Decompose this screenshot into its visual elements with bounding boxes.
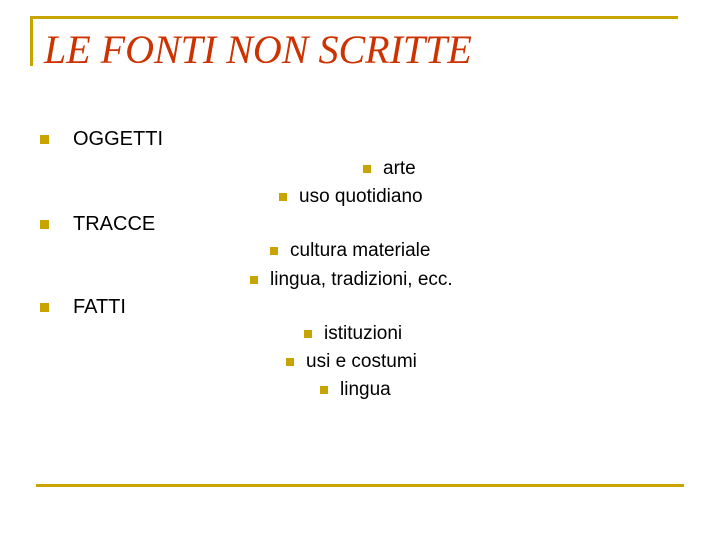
sub-bullet-lingua-label: lingua bbox=[340, 379, 391, 400]
sub-bullet-cultura-materiale bbox=[270, 240, 430, 262]
bullet-fatti-label: FATTI bbox=[73, 296, 126, 318]
bullet-fatti bbox=[40, 295, 126, 319]
sub-bullet-lingua-tradizioni-label: lingua, tradizioni, ecc. bbox=[270, 269, 453, 290]
bottom-rule bbox=[36, 484, 684, 487]
square-bullet-icon bbox=[320, 386, 328, 394]
sub-bullet-uso-quotidiano-label: uso quotidiano bbox=[299, 186, 423, 207]
bullet-tracce bbox=[40, 212, 155, 236]
square-bullet-icon bbox=[40, 220, 49, 229]
left-rule bbox=[30, 16, 33, 66]
square-bullet-icon bbox=[279, 193, 287, 201]
bullet-oggetti-label: OGGETTI bbox=[73, 128, 163, 150]
sub-bullet-lingua-tradizioni bbox=[250, 269, 453, 291]
sub-bullet-arte bbox=[363, 158, 416, 180]
square-bullet-icon bbox=[270, 247, 278, 255]
sub-bullet-lingua bbox=[320, 379, 391, 401]
bullet-tracce-label: TRACCE bbox=[73, 213, 156, 235]
square-bullet-icon bbox=[40, 303, 49, 312]
slide-title: LE FONTI NON SCRITTE bbox=[44, 27, 472, 72]
square-bullet-icon bbox=[304, 330, 312, 338]
sub-bullet-usi-e-costumi-label: usi e costumi bbox=[306, 351, 417, 372]
sub-bullet-cultura-materiale-label: cultura materiale bbox=[290, 240, 431, 261]
top-rule bbox=[30, 16, 678, 19]
square-bullet-icon bbox=[40, 135, 49, 144]
square-bullet-icon bbox=[286, 358, 294, 366]
sub-bullet-istituzioni bbox=[304, 323, 402, 345]
square-bullet-icon bbox=[363, 165, 371, 173]
sub-bullet-uso-quotidiano bbox=[279, 186, 423, 208]
sub-bullet-arte-label: arte bbox=[383, 158, 416, 179]
bullet-oggetti bbox=[40, 127, 163, 151]
sub-bullet-istituzioni-label: istituzioni bbox=[324, 323, 403, 344]
sub-bullet-usi-e-costumi bbox=[286, 351, 417, 373]
square-bullet-icon bbox=[250, 276, 258, 284]
